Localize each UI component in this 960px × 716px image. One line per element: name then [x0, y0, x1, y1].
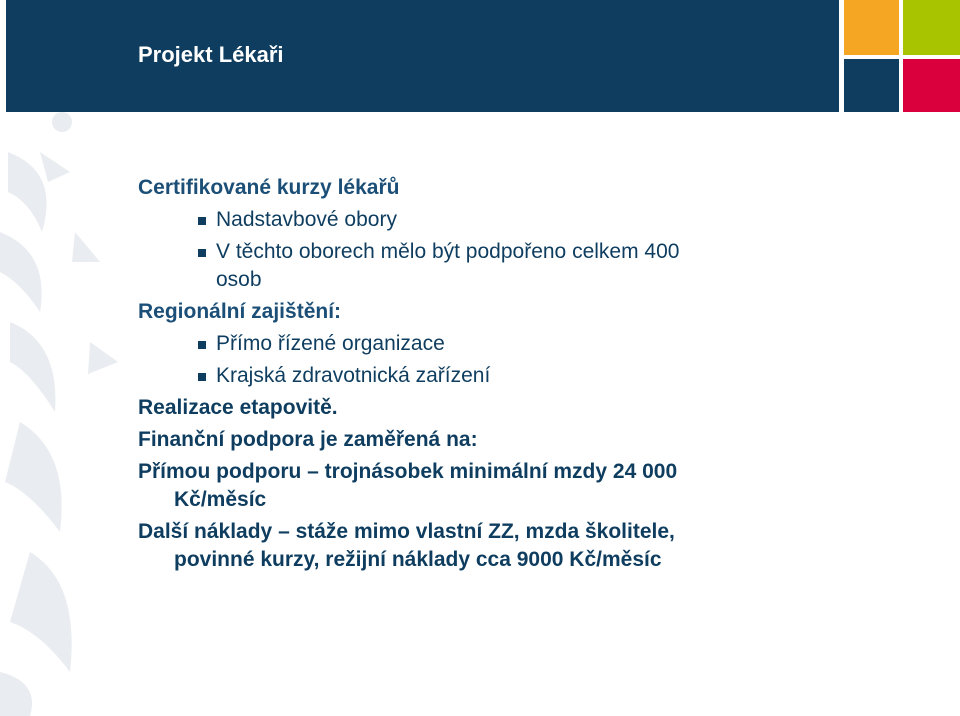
list-item-continuation: osob	[216, 268, 262, 291]
accent-square-orange	[844, 0, 899, 55]
list-item: V těchto oborech mělo být podpořeno celkem 400	[138, 236, 928, 268]
heading-certified-courses: Certifikované kurzy lékařů	[138, 176, 400, 199]
title-bar	[6, 0, 839, 112]
accent-square-red	[903, 59, 960, 112]
list-item: Nadstavbové obory	[138, 204, 928, 236]
heading-regional: Regionální zajištění:	[138, 300, 342, 323]
list-item: Přímo řízené organizace	[138, 328, 928, 360]
direct-support-line1: Přímou podporu – trojnásobek minimální mzdy 24 000	[138, 460, 678, 483]
direct-support-line2: Kč/měsíc	[174, 488, 267, 511]
accent-square-lime	[903, 0, 960, 55]
decorative-sun-graphic	[0, 112, 120, 716]
list-item: Krajská zdravotnická zařízení	[138, 360, 928, 392]
accent-square-navy	[844, 59, 899, 112]
other-costs-line1: Další náklady – stáže mimo vlastní ZZ, mzda školitele,	[138, 520, 675, 543]
financial-support-heading: Finanční podpora je zaměřená na:	[138, 428, 478, 451]
slide-content	[138, 172, 928, 576]
realization-text: Realizace etapovitě.	[138, 396, 338, 419]
slide-title: Projekt Lékaři	[138, 42, 284, 67]
other-costs-line2: povinné kurzy, režijní náklady cca 9000 Kč/měsíc	[174, 548, 662, 571]
